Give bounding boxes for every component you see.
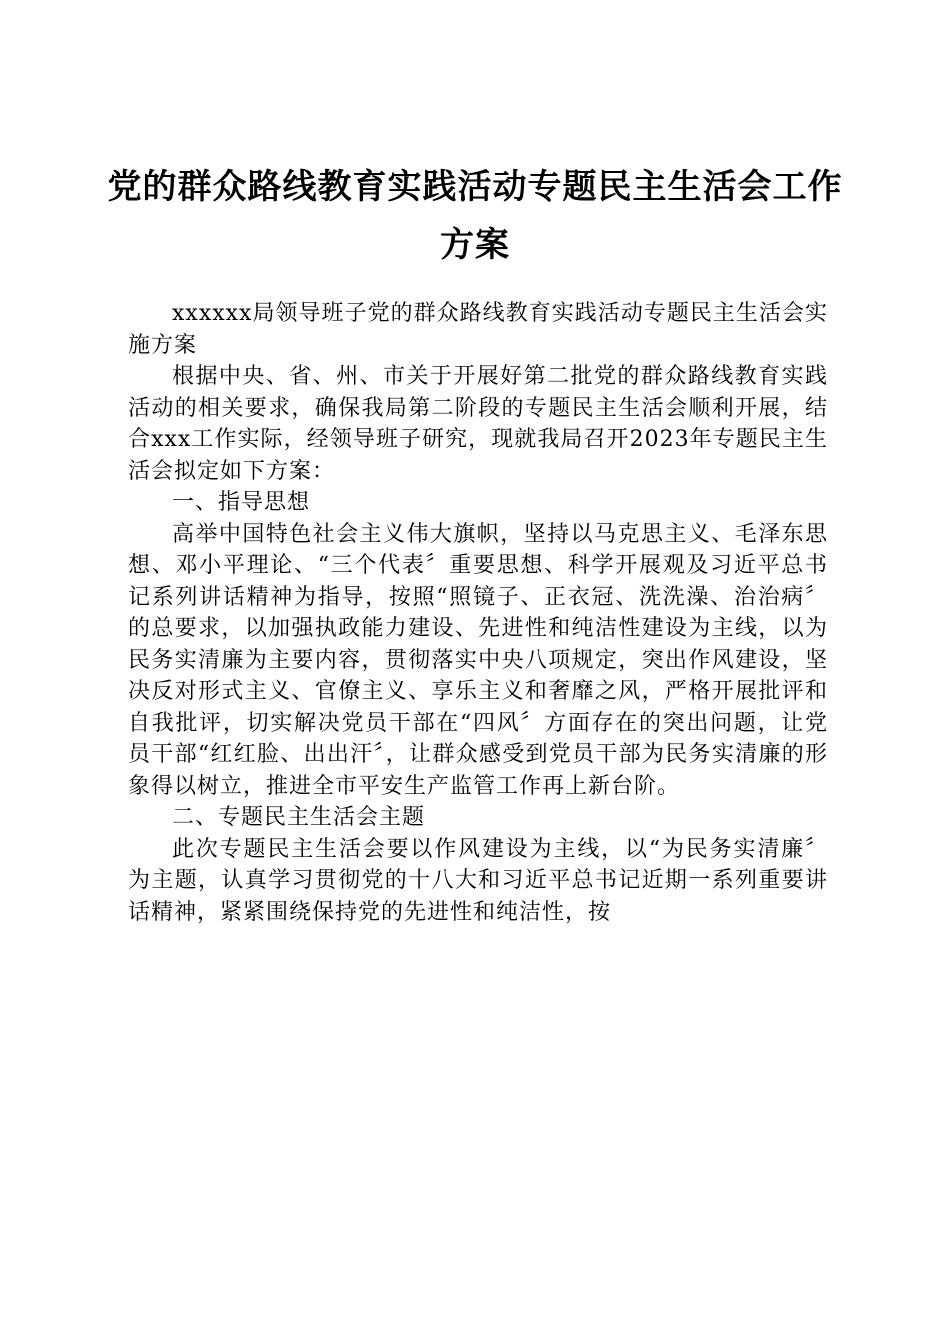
paragraph-basis: 根据中央、省、州、市关于开展好第二批党的群众路线教育实践活动的相关要求，确保我局第二阶段的专题民主生活会顺利开展，结合xxx工作实际，经领导班子研究，现就我局召开2023年专题民主生活会拟定如下方案： xyxy=(128,364,828,484)
paragraph-guiding-ideology: 高举中国特色社会主义伟大旗帜，坚持以马克思主义、毛泽东思想、邓小平理论、“三个代表〞重要思想、科学开展观及习近平总书记系列讲话精神为指导，按照“照镜子、正衣冠、洗洗澡、治治病〞的总要求，以加强执政能力建设、先进性和纯洁性建设为主线，以为民务实清廉为主要内容，贯彻落实中央八项规定，突出作风建设，坚决反对形式主义、官僚主义、享乐主义和奢靡之风，严格开展批评和自我批评，切实解决党员干部在“四风〞方面存在的突出问题，让党员干部“红红脸、出出汗〞，让群众感受到党员干部为民务实清廉的形象得以树立，推进全市平安生产监管工作再上新台阶。 xyxy=(128,521,828,799)
document-title: 党的群众路线教育实践活动专题民主生活会工作方案 xyxy=(107,167,843,265)
paragraph-theme: 此次专题民主生活会要以作风建设为主线，以“为民务实清廉〞为主题，认真学习贯彻党的十八大和习近平总书记近期一系列重要讲话精神，紧紧围绕保持党的先进性和纯洁性，按 xyxy=(128,836,828,925)
document-body xyxy=(128,298,828,928)
section-heading-theme: 二、专题民主生活会主题 xyxy=(172,805,426,830)
paragraph-intro: xxxxxx局领导班子党的群众路线教育实践活动专题民主生活会实施方案 xyxy=(128,301,828,358)
section-heading-guiding-ideology: 一、指导思想 xyxy=(172,490,311,515)
